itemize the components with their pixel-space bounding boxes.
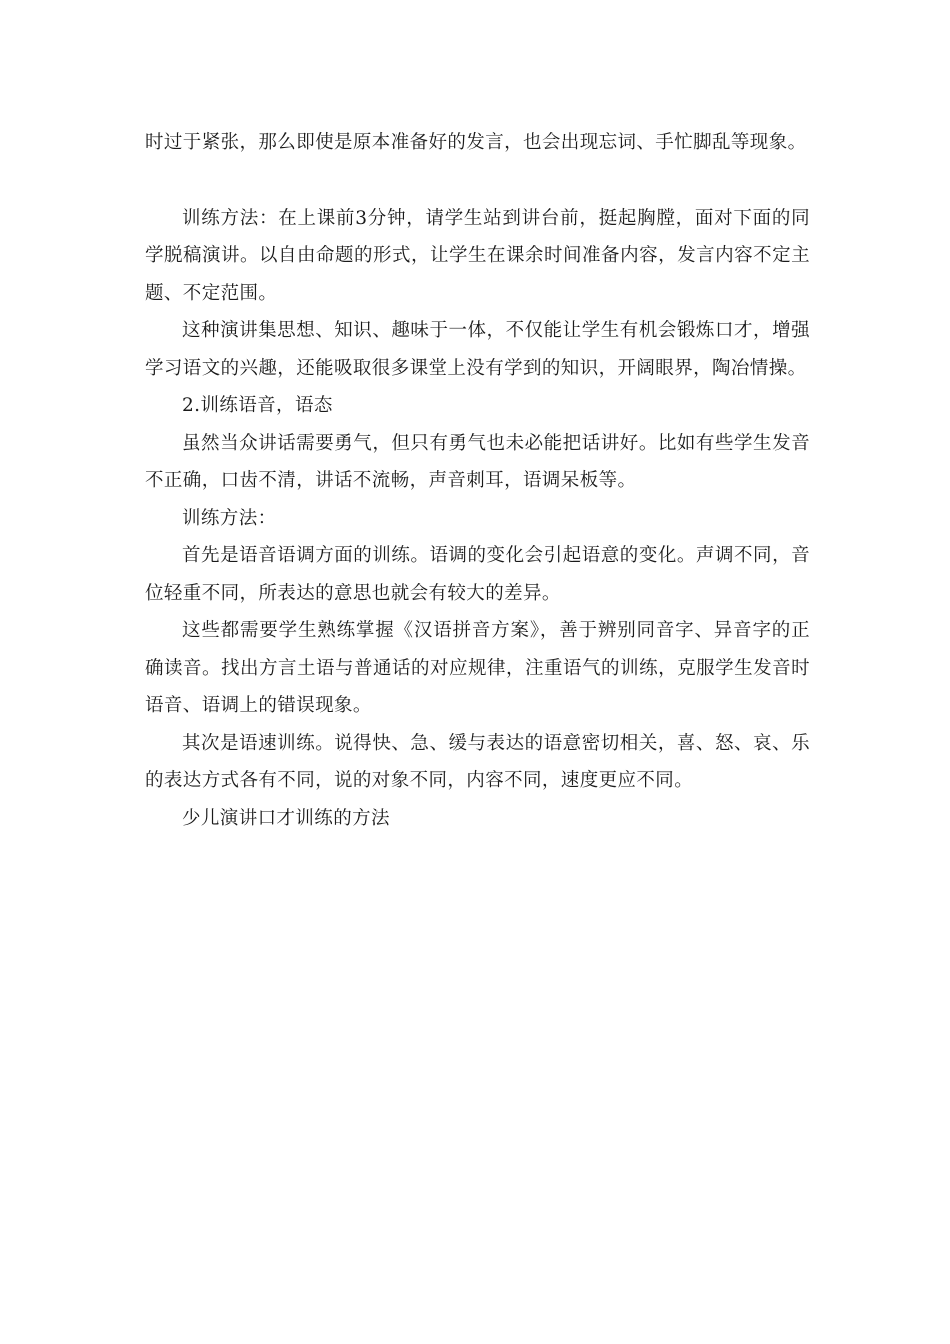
paragraph-courage-note: 虽然当众讲话需要勇气，但只有勇气也未必能把话讲好。比如有些学生发音不正确，口齿不清，讲话不流畅，声音刺耳，语调呆板等。 (145, 432, 810, 491)
paragraph-gap (145, 162, 810, 200)
section-heading-methods: 少儿演讲口才训练的方法 (182, 807, 390, 829)
paragraph-pinyin-mastery: 这些都需要学生熟练掌握《汉语拼音方案》，善于辨别同音字、异音字的正确读音。找出方言土语与普通话的对应规律，注重语气的训练，克服学生发音时语音、语调上的错误现象。 (145, 620, 810, 716)
paragraph-continuation: 时过于紧张，那么即使是原本准备好的发言，也会出现忘词、手忙脚乱等现象。 (145, 132, 807, 153)
paragraph-speech-benefits: 这种演讲集思想、知识、趣味于一体，不仅能让学生有机会锻炼口才，增强学习语文的兴趣，还能吸取很多课堂上没有学到的知识，开阔眼界，陶冶情操。 (145, 320, 810, 379)
section-heading-voice-training: 2.训练语音，语态 (182, 395, 333, 416)
paragraph-speed-training: 其次是语速训练。说得快、急、缓与表达的语意密切相关，喜、怒、哀、乐的表达方式各有不同，说的对象不同，内容不同，速度更应不同。 (145, 732, 810, 791)
paragraph-training-method-label: 训练方法： (182, 507, 277, 529)
paragraph-intonation-training: 首先是语音语调方面的训练。语调的变化会引起语意的变化。声调不同，音位轻重不同，所表达的意思也就会有较大的差异。 (145, 545, 810, 604)
paragraph-training-method-1: 训练方法：在上课前3分钟，请学生站到讲台前，挺起胸膛，面对下面的同学脱稿演讲。以自由命题的形式，让学生在课余时间准备内容，发言内容不定主题、不定范围。 (145, 207, 810, 304)
document-body (145, 124, 810, 837)
